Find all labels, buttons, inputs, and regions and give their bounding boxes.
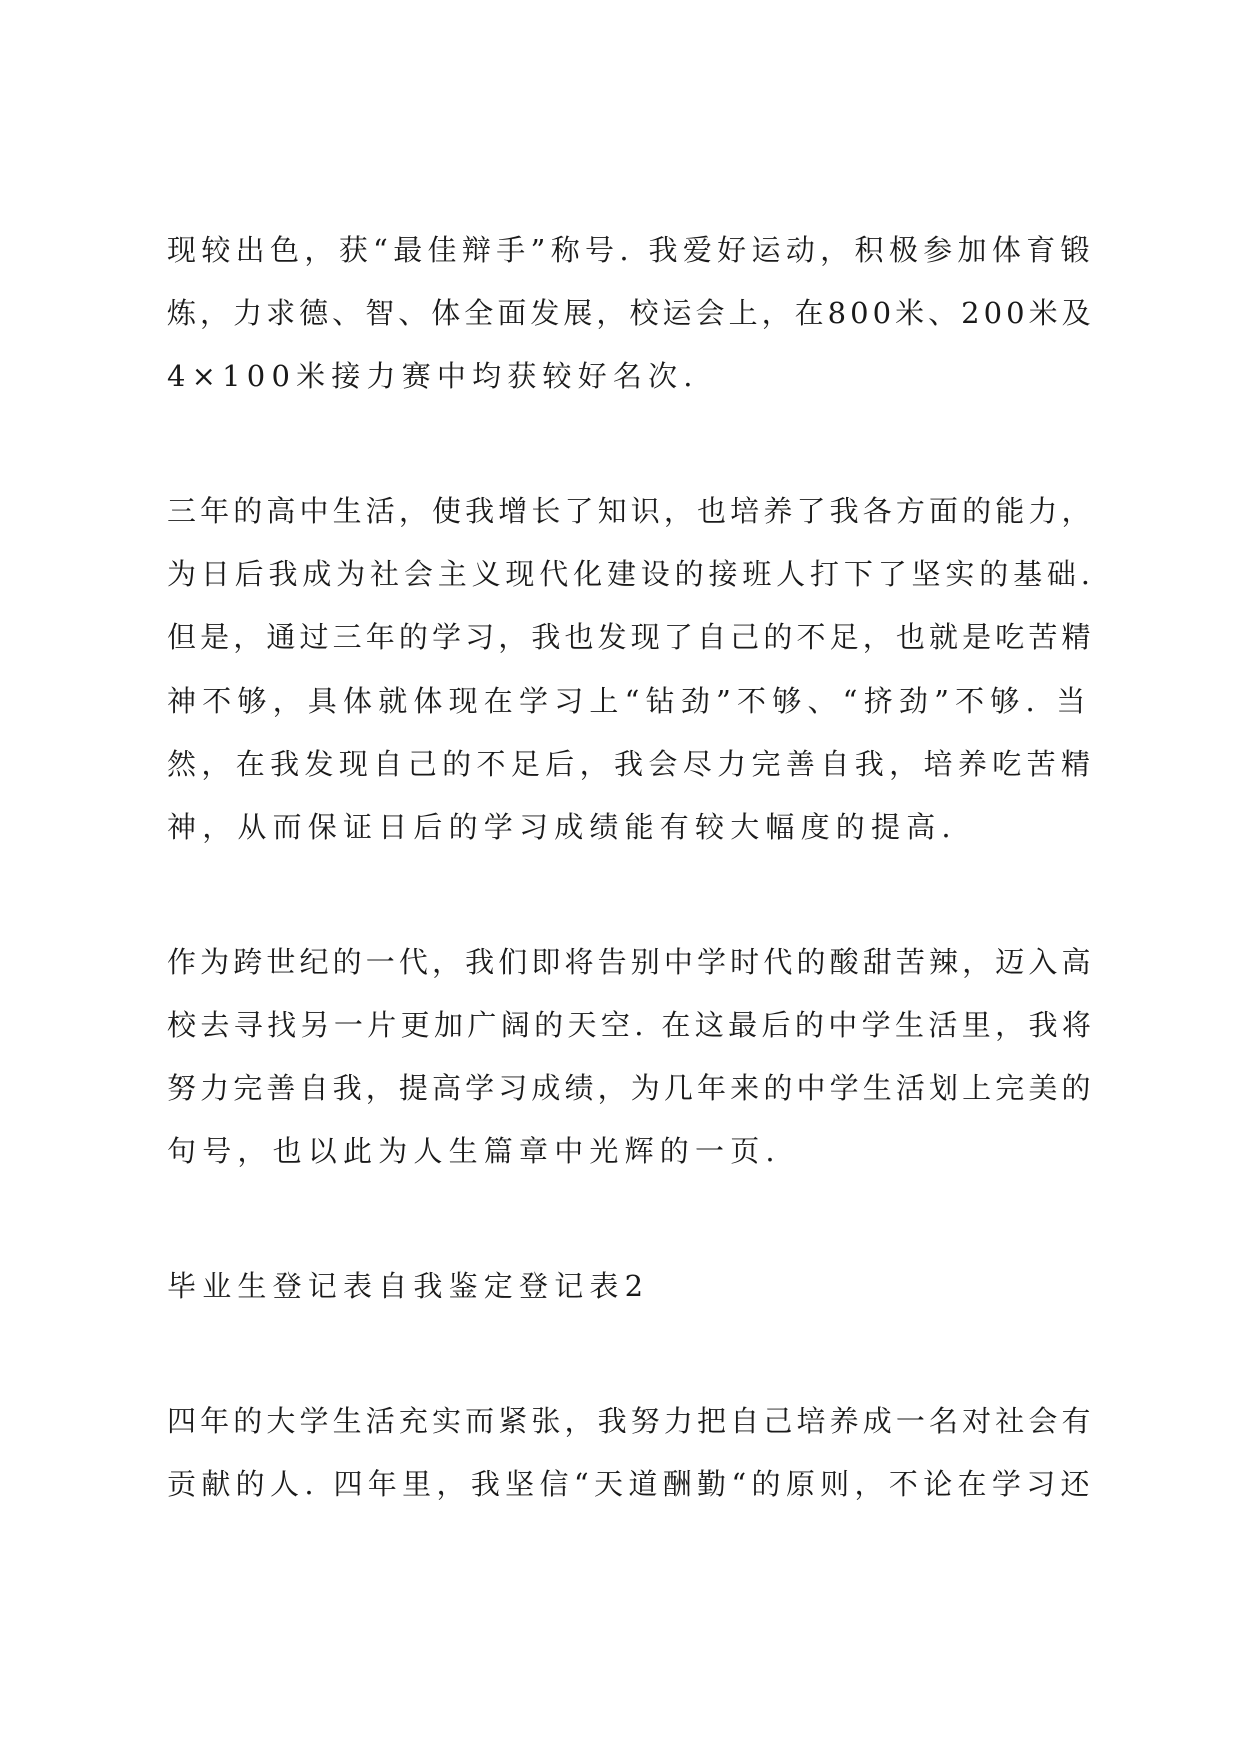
paragraph-3-line-1: 作为跨世纪的一代，我们即将告别中学时代的酸甜苦辣，迈入高	[167, 945, 1095, 979]
paragraph-2-line-4: 神不够，具体就体现在学习上“钻劲”不够、“挤劲”不够. 当	[167, 684, 1092, 718]
paragraph-4-line-1: 四年的大学生活充实而紧张，我努力把自己培养成一名对社会有	[167, 1404, 1095, 1438]
paragraph-1-line-1: 现较出色，获“最佳辩手”称号. 我爱好运动，积极参加体育锻	[167, 233, 1095, 267]
paragraph-2-line-3: 但是，通过三年的学习，我也发现了自己的不足，也就是吃苦精	[167, 620, 1095, 654]
paragraph-3-line-2: 校去寻找另一片更加广阔的天空. 在这最后的中学生活里，我将	[167, 1008, 1096, 1042]
paragraph-3-line-4: 句号，也以此为人生篇章中光辉的一页.	[167, 1134, 781, 1168]
paragraph-2-line-2: 为日后我成为社会主义现代化建设的接班人打下了坚实的基础.	[167, 557, 1095, 591]
paragraph-4-line-2: 贡献的人. 四年里，我坚信“天道酬勤“的原则，不论在学习还	[167, 1467, 1095, 1501]
section-heading: 毕业生登记表自我鉴定登记表2	[167, 1269, 650, 1303]
paragraph-1-line-2: 炼，力求德、智、体全面发展，校运会上，在800米、200米及	[167, 296, 1095, 330]
paragraph-2-line-6: 神，从而保证日后的学习成绩能有较大幅度的提高.	[167, 810, 957, 844]
paragraph-2-line-1: 三年的高中生活，使我增长了知识，也培养了我各方面的能力，	[167, 494, 1095, 528]
paragraph-1-line-3: 4×100米接力赛中均获较好名次.	[167, 359, 699, 393]
paragraph-2-line-5: 然，在我发现自己的不足后，我会尽力完善自我，培养吃苦精	[167, 747, 1096, 781]
paragraph-3-line-3: 努力完善自我，提高学习成绩，为几年来的中学生活划上完美的	[167, 1071, 1095, 1105]
